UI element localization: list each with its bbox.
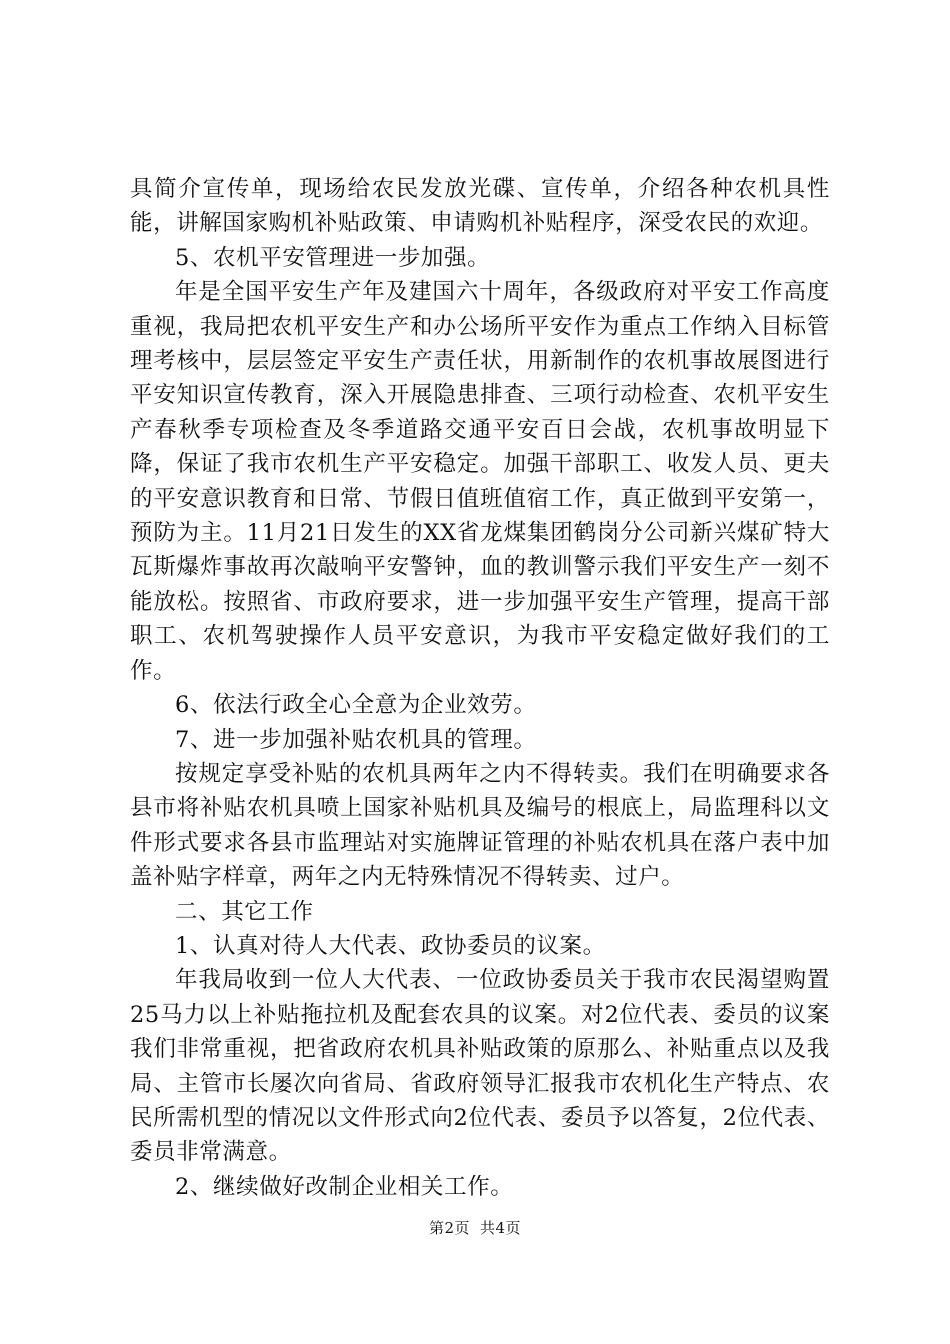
page-number-total: 共4页 — [480, 1219, 522, 1237]
paragraph: 按规定享受补贴的农机具两年之内不得转卖。我们在明确要求各县市将补贴农机具喷上国家补贴机具及编号的根底上，局监理科以文件形式要求各县市监理站对实施牌证管理的补贴农机具在落户表中加盖补贴字样章，两年之内无特殊情况不得转卖、过户。 — [130, 760, 830, 891]
page-number-current: 第2页 — [428, 1219, 470, 1237]
section-heading: 6、依法行政全心全意为企业效劳。 — [175, 692, 537, 719]
section-heading: 7、进一步加强补贴农机具的管理。 — [175, 726, 537, 753]
document-body — [130, 172, 830, 1204]
page-footer — [0, 1218, 950, 1238]
paragraph: 年我局收到一位人大代表、一位政协委员关于我市农民渴望购置25马力以上补贴拖拉机及配套农具的议案。对2位代表、委员的议案我们非常重视，把省政府农机具补贴政策的原那么、补贴重点以及我局、主管市长屡次向省局、省政府领导汇报我市农机化生产特点、农民所需机型的情况以文件形式向2位代表、委员予以答复，2位代表、委员非常满意。 — [130, 967, 830, 1166]
section-heading: 2、继续做好改制企业相关工作。 — [175, 1173, 514, 1200]
section-heading: 二、其它工作 — [175, 898, 314, 925]
paragraph: 年是全国平安生产年及建国六十周年，各级政府对平安工作高度重视，我局把农机平安生产和办公场所平安作为重点工作纳入目标管理考核中，层层签定平安生产责任状，用新制作的农机事故展图进行平安知识宣传教育，深入开展隐患排查、三项行动检查、农机平安生产春秋季专项检查及冬季道路交通平安百日会战，农机事故明显下降，保证了我市农机生产平安稳定。加强干部职工、收发人员、更夫的平安意识教育和日常、节假日值班值宿工作，真正做到平安第一，预防为主。11月21日发生的XX省龙煤集团鹤岗分公司新兴煤矿特大瓦斯爆炸事故再次敲响平安警钟，血的教训警示我们平安生产一刻不能放松。按照省、市政府要求，进一步加强平安生产管理，提高干部职工、农机驾驶操作人员平安意识，为我市平安稳定做好我们的工作。 — [130, 279, 830, 684]
section-heading: 5、农机平安管理进一步加强。 — [175, 244, 491, 271]
paragraph: 具简介宣传单，现场给农民发放光碟、宣传单，介绍各种农机具性能，讲解国家购机补贴政策、申请购机补贴程序，深受农民的欢迎。 — [130, 176, 830, 237]
section-heading: 1、认真对待人大代表、政协委员的议案。 — [175, 932, 606, 959]
